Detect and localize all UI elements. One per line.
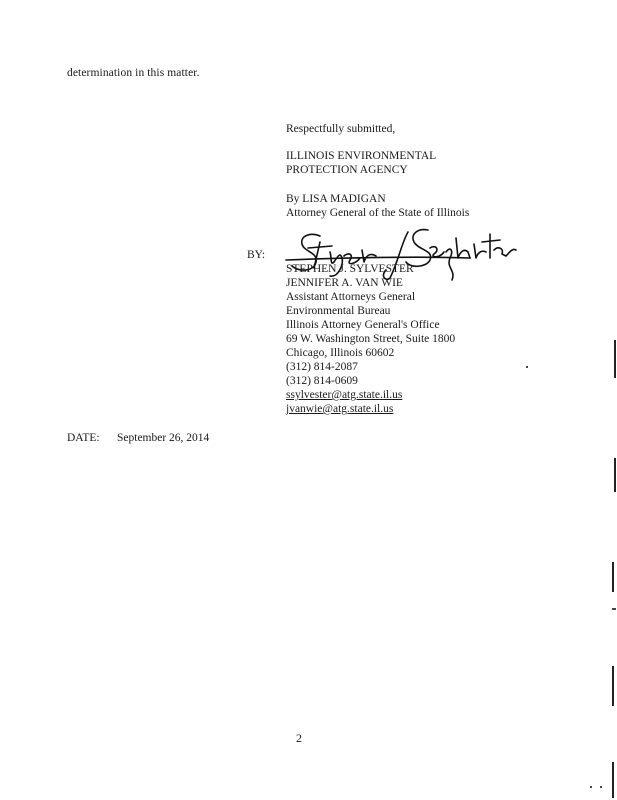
agency-line-2: PROTECTION AGENCY <box>286 164 408 176</box>
signatory-name-1: STEPHEN J. SYLVESTER <box>286 263 414 275</box>
closing-block <box>286 122 395 136</box>
closing-text: Respectfully submitted, <box>286 123 396 135</box>
scan-artifact-dot <box>600 786 602 788</box>
date-value: September 26, 2014 <box>117 432 210 444</box>
scan-artifact-mark <box>612 562 614 592</box>
signatory-phone-1: (312) 814-2087 <box>286 361 358 373</box>
signatory-block <box>286 262 455 416</box>
signatory-email-1[interactable]: ssylvester@atg.state.il.us <box>286 389 403 401</box>
signatory-office: Illinois Attorney General's Office <box>286 319 440 331</box>
attorney-general-line-1: By LISA MADIGAN <box>286 193 386 205</box>
agency-block <box>286 149 436 177</box>
scan-artifact-dot <box>526 366 528 368</box>
attorney-general-line-2: Attorney General of the State of Illinois <box>286 207 470 219</box>
signatory-phone-2: (312) 814-0609 <box>286 375 358 387</box>
scan-artifact-dot <box>590 786 592 788</box>
page-number: 2 <box>296 731 302 745</box>
scan-artifact-mark <box>614 340 616 378</box>
signatory-street: 69 W. Washington Street, Suite 1800 <box>286 333 456 345</box>
scan-artifact-mark <box>612 762 614 798</box>
intro-text: determination in this matter. <box>67 67 200 79</box>
date-label: DATE: <box>67 432 100 444</box>
agency-line-1: ILLINOIS ENVIRONMENTAL <box>286 150 437 162</box>
attorney-general-block <box>286 192 469 220</box>
by-label: BY: <box>247 249 266 261</box>
scan-artifact-mark <box>612 666 614 706</box>
scan-artifact-mark <box>614 458 616 492</box>
signatory-bureau: Environmental Bureau <box>286 305 391 317</box>
scan-artifact-dot <box>612 608 616 610</box>
signatory-email-2[interactable]: jvanwie@atg.state.il.us <box>286 403 394 415</box>
signatory-name-2: JENNIFER A. VAN WIE <box>286 277 403 289</box>
signatory-city: Chicago, Illinois 60602 <box>286 347 395 359</box>
signatory-title: Assistant Attorneys General <box>286 291 416 303</box>
